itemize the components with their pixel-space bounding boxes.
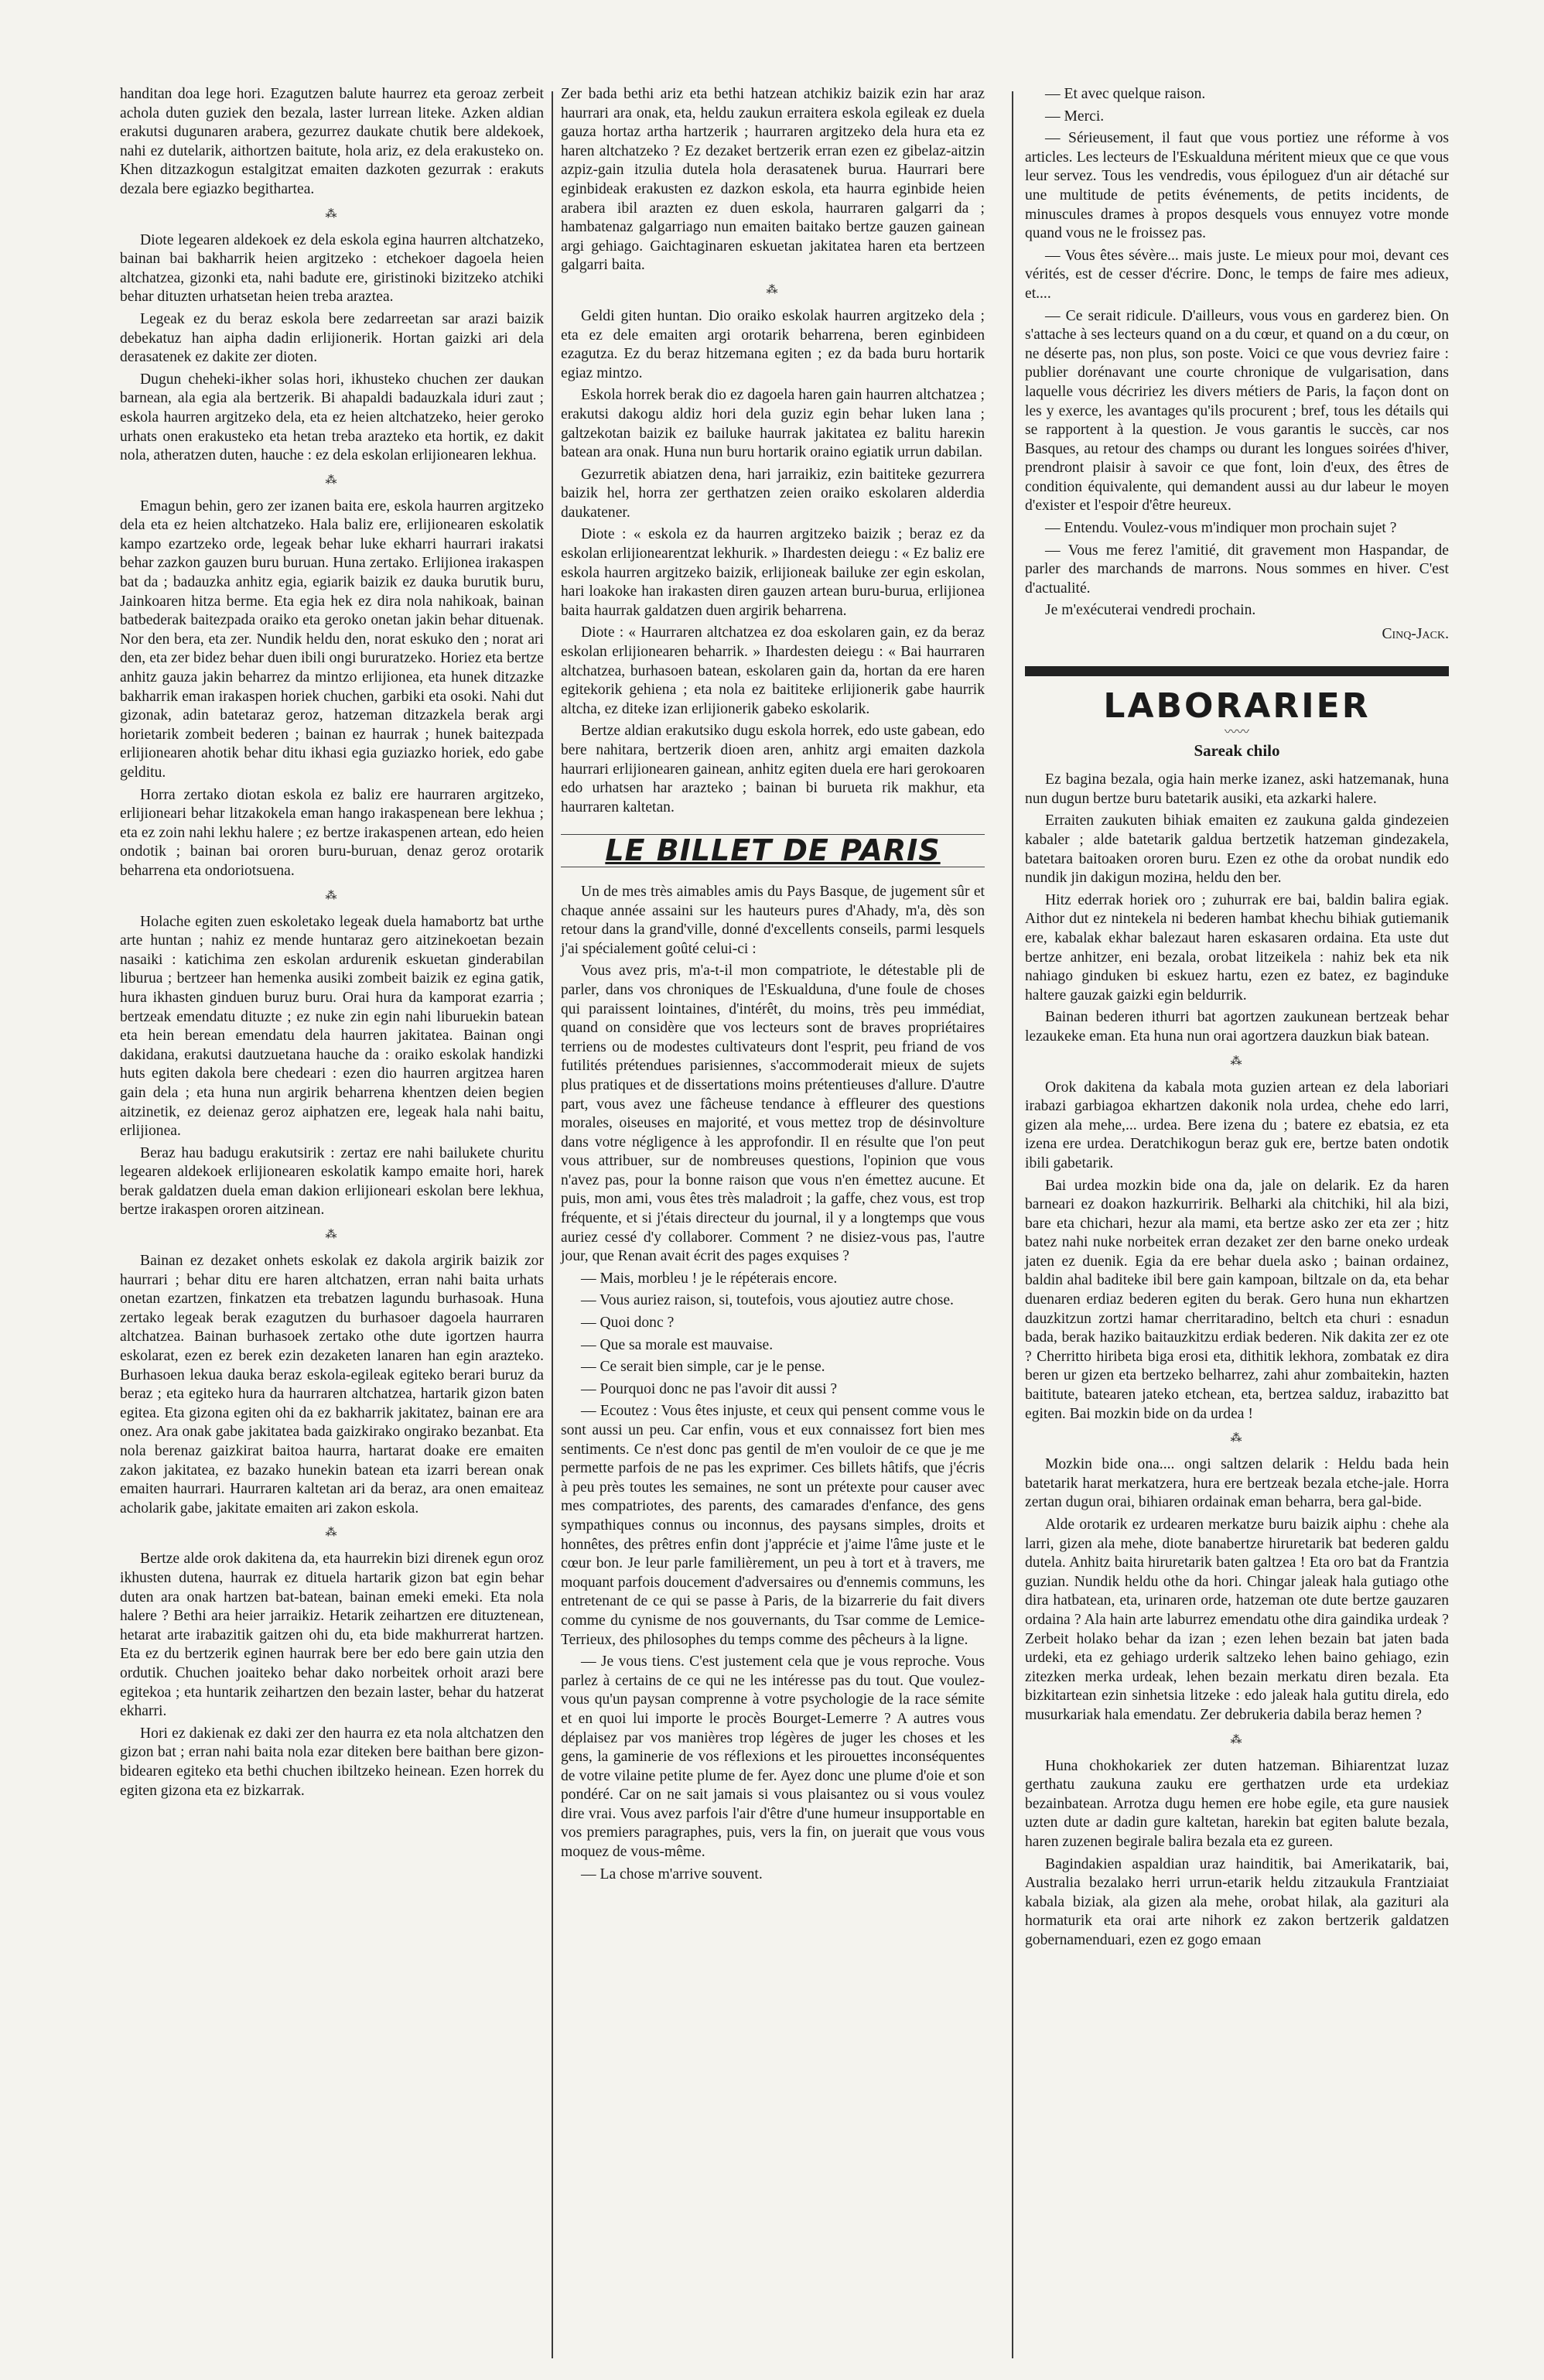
asterism-ornament: ⁂ <box>766 283 780 296</box>
column-divider-1 <box>552 91 553 2358</box>
column-divider-2 <box>1012 91 1013 2358</box>
column-2 <box>561 85 985 1887</box>
asterism-ornament: ⁂ <box>1230 1055 1244 1068</box>
paragraph: Eskola horrek berak dio ez dagoela haren gain haurren altchatzea ; erakutsi dakogu aldiz hori dela guziz egin behar luken lana ; galtzekotan baizik ez bailuke haurrak jakitatea ez balitu hareкin batean ara onak. Huna nun buru hortarik oraino egiatik urrun dabilan. <box>561 387 985 461</box>
paragraph: Bainan bederen ithurri bat agortzen zaukunean bertzeak behar lezaukeke eman. Eta huna nun orai agortzera dauzkun biak batean. <box>1025 1009 1449 1045</box>
section-title-billet-de-paris: LE BILLET DE PARIS <box>561 834 985 867</box>
paragraph: Geldi giten huntan. Dio oraiko eskolak haurren argitzeko dela ; eta ez dele emaiten argi orotarik beharrena, beren eginbideen ezagutza. Ez du beraz hitzemana egiten ; ez da bada buru hortarik egiaz mintzo. <box>561 307 985 381</box>
paragraph: — Ce serait ridicule. D'ailleurs, vous vous en garderez bien. On s'attache à ses lecteurs quand on a du cœur, et quand on a du cœur, on ne déserte pas, non plus, son poste. Voici ce que vous devriez faire : publier dorénavant une courte chronique de vulgarisation, dans laquelle vous décririez les divers métiers de Paris, la façon dont on les y exerce, les avantages qu'ils procurent ; bref, tous les détails qui se rapportent à la question. Je vous garantis le succès, car nos Basques, au retour des champs ou durant les longues soirées d'hiver, prendront plaisir à savoir ce que font, loin d'eux, des êtres de condition équivalente, qui demandent aussi au dur labeur le moyen d'exister et l'espoir d'être heureux. <box>1025 307 1449 515</box>
paragraph: Holache egiten zuen eskoletako legeak duela hamabortz bat urthe arte huntan ; nahiz ez mende huntaraz gero aitzinekoetan bezain nasaiki : katichima zen eskolan ardurenik eskuetan ginderabilan liburua ; bertzeer han hemenka ausiki zombeit baizik ez egina gatik, hura ikhasten ginduen buruz buru. Orai hura da kamporat ezarria ; bertzeak emendatu dituzte ; ez nuke zin egin nahi liburuekin batean eta hein berean emendatu dela haurren jakitatea. Bainan ongi dakidana, erakutsi dautzuetana hauche da : oraiko eskolak handizki huts egiten dakola bere chedeari : ezen dio haurren argitzea haren gain dela ; eta huna nun argirik beharrena khentzen deien begien aitzinetik, ez deienaz geroz aiphatzen ere, legeak hala nahi baitu, erlijionea. <box>120 913 544 1140</box>
paragraph: — Vous êtes sévère... mais juste. Le mieux pour moi, devant ces vérités, est de cesser d'écrire. Donc, le temps de faire mes adieux, et.... <box>1025 247 1449 302</box>
paragraph: Bertze aldian erakutsiko dugu eskola horrek, edo uste gabean, edo bere nahitara, bertzerik dioen aren, anhitz argi emaiten dazkola haurrari erlijionearen gainean, anhitz egiten duela ere hari gerokoaren edo urhatsen har arazteko ; bainan bi burueta rik makhur, eta haurraren kaltetan. <box>561 723 985 816</box>
column-1 <box>120 85 544 1804</box>
paragraph: — Je vous tiens. C'est justement cela que je vous reproche. Vous parlez à certains de ce qui ne les intéresse pas du tout. Que voulez-vous qu'un paysan comprenne à votre psychologie de la race sémite et en quoi lui importe le procès Bourget-Lemerre ? A autres vous déplaisez par vos manières trop légères de juger les choses et les gens, la gaminerie de vos réflexions et les pirouettes inconséquentes de votre vilaine petite plume de fer. Ayez donc une plume d'oie et son pondéré. Car on ne sait jamais si vous plaisantez ou si vous voulez dire vrai. Vous avez parfois l'air d'être d'une humeur insupportable en vos premiers paragraphes, puis, vers la fin, on juerait que vous vous moquez de vous-même. <box>561 1653 985 1861</box>
paragraph: Mozkin bide ona.... ongi saltzen delarik : Heldu bada hein batetarik harat merkatzera, hura ere bertzeak bezala etche-jale. Horra zertan dugun orai, bihiaren ordainak eman beharra, bera gal-bide. <box>1025 1456 1449 1511</box>
dialogue-line: — Ce serait bien simple, car je le pense. <box>581 1359 825 1376</box>
author-signature: Cinq-Jack. <box>1382 626 1449 643</box>
dialogue-line: — Quoi donc ? <box>581 1315 675 1332</box>
paragraph: Zer bada bethi ariz eta bethi hatzean atchikiz baizik ezin har araz haurrari ara onak, eta, heldu zaukun erraitera eskola egileak ez duela gauza hortaz artha hartzerik ; haurraren argitzeko dela hura eta ez haren altchatzeko ? Ez dezaket bertzerik erran ezen ez gibelaz-aitzin azpiz-gain itzulia dutela hola derasatenek burua. Haurrari bere eginbideak erakusten ez dazkon eskola, eta haurra eginbide heien arabera ibil arazten ez duen eskola, haurraren galgarri da ; hambatenaz galgarriago nun emaiten baitako bertze gauzen gainean argi gehiago. Gaichtaginaren eskuetan jakitatea haren eta bertzeen galgarri baita. <box>561 86 985 274</box>
paragraph: — Entendu. Voulez-vous m'indiquer mon prochain sujet ? <box>1045 520 1397 537</box>
paragraph: Bagindakien aspaldian uraz hainditik, bai Amerikаtarik, bai, Australia bezalako herri urrun-etarik heldu zitzaukula Frantziaiat kabala biziak, ala gizen ala mehe, orobat hilak, ala gazituri ala hormaturik eta orai arte nihork ez zakon bertzerik galdatzen gobernamenduari, ezen ez gogo emaan <box>1025 1855 1449 1948</box>
section-title-laborarier: LABORARIER <box>1103 686 1371 726</box>
paragraph: — Vous me ferez l'amitié, dit gravement mon Haspandar, de parler des marchands de marrons. Nous sommes en hiver. C'est d'actualité. <box>1025 542 1449 597</box>
asterism-ornament: ⁂ <box>325 474 339 487</box>
asterism-ornament: ⁂ <box>1230 1733 1244 1746</box>
section-separator-rule <box>1025 666 1449 676</box>
asterism-ornament: ⁂ <box>325 207 339 221</box>
paragraph: Diote legearen aldekoek ez dela eskola egina haurren altchatzeko, bainan bai bakharrik heien argitzeko : etchekoer dagoela heien altchatzea, gizonki eta, nahi badute ere, giristinoki bizitzeko atchiki behar dituzten urhatsetan heien treba araztea. <box>120 231 544 306</box>
column-3 <box>1025 85 1449 1953</box>
article-subtitle: Sareak chilo <box>1194 740 1280 760</box>
asterism-ornament: ⁂ <box>325 889 339 902</box>
paragraph: Diote : « Haurraren altchatzea ez doa eskolaren gain, ez da beraz eskolan erlijionearen beharrik. » Ihardesten deiegu : « Bai haurraren altchatzea, burhasoen batean, eskolaren gain da, hortan da ere haren egitekorik gehiena ; eta nola ez baititeke erlijionerik gabe haurrik altcha, ez diteke izan erlijionerik gabeko eskolarik. <box>561 624 985 717</box>
paragraph: Vous avez pris, m'a-t-il mon compatriote, le détestable pli de parler, dans vos chroniques de l'Eskualduna, d'une foule de choses qui paraissent lointaines, d'intérêt, du moins, très peu immédiat, quand on considère que vos lecteurs sont de braves propriétaires terriens ou de modestes cultivateurs dont l'esprit, peu friand de vos futilités prétendues parisiennes, s'accommoderait mieux de sujets plus pratiques et de dissertations moins prétentieuses d'allure. D'autre part, vous avez une fâcheuse tendance à effleurer des questions morales, oiseuses en majorité, et vous mettez trop de désinvolture dans votre négligence à les approfondir. Il en résulte que l'on peut vous attribuer, sur de nombreuses questions, l'opinion que vous n'avez pas, pour la bonne raison que vous n'en émettez aucune. Et puis, mon ami, vous êtes très maladroit ; la gaffe, chez vous, est trop fréquente, et si j'étais directeur du journal, il y a longtemps que vous auriez cessé d'y collaborer. Comment ? ne disiez-vous pas, l'autre jour, que Renan avait écrit des pages exquises ? <box>561 963 985 1265</box>
paragraph: Erraiten zaukuten bihiak emaiten ez zaukuna galda gindezeien kabaler ; alde batetarik galdua bertzetik hatzeman gindezakela, batetara baitoaken ororen buru. Ezen ez othe da orobat nundik edo nundik jin dakigun moziна, heldu den ber. <box>1025 812 1449 887</box>
paragraph: Orok dakitena da kabala mota guzien artean ez dela laboriari irabazi garbiagoa ekhartzen dakonik nola urdea, chehe edo larri, gizen ala mehe,... urdea. Bere izena du ; batere ez ebatsia, ez eta izena ere urdea. Deratchikogun beraz guk ere, bertze baten ondotik ibili gabetarik. <box>1025 1079 1449 1171</box>
asterism-ornament: ⁂ <box>325 1527 339 1540</box>
paragraph: Ez bagina bezala, ogia hain merke izanez, aski hatzemanak, huna nun dugun bertze buru batetarik ausiki, eta azkarki halere. <box>1025 771 1449 807</box>
paragraph: Horra zertako diotan eskola ez baliz ere haurraren argitzeko, erlijioneari behar litzakokela eman hango irakaspenean bere lekhua ; eta ez zoin nahi lekhu halere ; ez bertze irakaspenen artean, edo heien ondotik ; bainan bai ororen buru-buruan, denaz geroz orotarik beharrena eta ondoriotsuena. <box>120 786 544 879</box>
paragraph: Beraz hau badugu erakutsirik : zertaz ere nahi bailukete churitu legearen aldekoek erlijionearen eskolatik kampo emaite hori, harek berak galdatzen duela eman dakion erlijioneari eskolan bere lekhua, bertze irakaspen ororen aitzinean. <box>120 1144 544 1219</box>
paragraph: Hori ez dakienak ez daki zer den haurra ez eta nola altchatzen den gizon bat ; erran nahi baita nola ezar diteken bere baithan bere gizon-bidearen egiteko eta bethi chuchen ibiltzeko heinean. Ezen horrek du egiten gizona eta ez bizkarrak. <box>120 1725 544 1799</box>
dialogue-line: — Pourquoi donc ne pas l'avoir dit aussi ? <box>581 1380 838 1397</box>
paragraph: Hitz ederrak horiek oro ; zuhurrak ere bai, baldin balira egiak. Aithor dut ez nintekela ni bederen hambat khechu bihiak gutiemanik ere, kabalak ekhar balezaut haren eskasaren ordaina. Eta uste dut bertze anhitzer, eni bezala, orobat litzeikela : nahiz bek eta nik nahiago ginduken bi eskuez hartu, ezen ez batez, ez baginduke haltere gauzak gaizki egin beldurrik. <box>1025 891 1449 1004</box>
dialogue-line: — Et avec quelque raison. <box>1045 86 1206 102</box>
dialogue-line: — Vous auriez raison, si, toutefois, vous ajoutiez autre chose. <box>581 1292 954 1309</box>
paragraph: — Sérieusement, il faut que vous portiez une réforme à vos articles. Les lecteurs de l'Eskualduna méritent mieux que ce que vous leur servez. Tous les vendredis, vous épiloguez d'un air détaché sur une multitude de petits événements, de petits incidents, de minuscules drames à propos desquels vous ennuyez votre monde quand vous ne le froissez pas. <box>1025 130 1449 242</box>
paragraph: Diote : « eskola ez da haurren argitzeko baizik ; beraz ez da eskolan erlijionearentzat lekhurik. » Ihardesten deiegu : « Ez baliz ere eskola haurren argitzeko baizik, erlijioneak bailuke zer egin eskolan, hari loakoke han irakasten diren gauzen artean buru-burua, erlijionea baita haurrak galdatzen duen argirik beharrena. <box>561 526 985 619</box>
paragraph: Bai urdea mozkin bide ona da, jale on delarik. Ez da haren barneari ez doakon hazkurririk. Belharki ala chitchiki, hil ala bizi, bare eta chichari, hezur ala mami, eta bertze asko zer eta zer ; hitz batez nahi nuke norbeitek erran dezaket zer den barne onekо urdeak jaten ez duenik. Egia da ere behar duela asko ; bainan ordainez, baldin ahal baditeke ibil bere gain kampoan, biltzale on da, eta behar duenaren erdiaz bederen egiten du berak. Gero huna nun ekhartzen dauzkitzun zortzi hamar cherritaradino, beltch eta churi : esnadun bada, berak hazikо baitauzkitzu erdiak bederen. Nik dakita zer ez ote ? Cherritto hiribeta biga erosi eta, dithitik lekhora, zombatak ez dira beren ur gizen eta bertzeko belharrez, zahi ahur zombaitekin, hazten baititute, batearen jateko etchean, eta, bertzea salduz, irabazitto bat egiten. Bai mozkin bide on da urdea ! <box>1025 1177 1449 1422</box>
paragraph: — Ecoutez : Vous êtes injuste, et ceux qui pensent comme vous le sont aussi un peu. Car enfin, vous et eux connaissez fort bien mes sentiments. Ce n'est donc pas gentil de m'en vouloir de ce que je me permette parfois de ne pas les exprimer. Ces billets hâtifs, que j'écris à peu près toutes les semaines, ne sont un prétexte pour causer avec mes compatriotes, des parents, des camarades d'enfance, des gens sympathiques connus ou inconnus, des paysans simples, droits et honnêtes, des prêtres enfin dont j'apprécie et j'aime l'âme juste et le cœur bon. Je leur parle familièrement, un peu à tort et à travers, me moquant parfois doucement d'adversaires ou d'ennemis communs, les entretenant de ce qui se passe à Paris, de la bizarrerie du fait divers comme du cynisme de nos gouvernants, du Tsar comme de Lemice-Terrieux, des philosophes du temps comme des pêcheurs à la ligne. <box>561 1403 985 1648</box>
dialogue-line: — Que sa morale est mauvaise. <box>581 1336 774 1353</box>
paragraph: Gezurretik abiatzen dena, hari jarraikiz, ezin baititeke gezurrera baizik hel, horra zer gerthatzen zeien oraiko eskolaren alderdia daukatener. <box>561 466 985 521</box>
asterism-ornament: ⁂ <box>325 1229 339 1242</box>
paragraph: Je m'exécuterai vendredi prochain. <box>1045 602 1256 619</box>
dialogue-line: — La chose m'arrive souvent. <box>581 1865 763 1882</box>
paragraph: Bainan ez dezaket onhets eskolak ez dakola argirik baizik zor haurrari ; behar ditu ere haren altchatzen, erran nahi baita urhats onetan ezartzen, finkatzen eta trebatzen lagundu burhasoak. Huna zertako legeak berak ezagutzen du burhasoer dagoela haurraren altchatzea. Bainan burhasoek zertako othe dute igortzen haurra eskolarat, ezen ez berek ezin dezaketen lanaren han egin arazteko. Burhasoen lekua dauka beraz eskola-egileak egiteko berari buruz da beraz ; eta egiteko hura da haurraren altchatzea, hartarik gizon baten egitea. Eta gizona egiten ohi da ez bakharrik jakitatez, bainan ere ara onez. Ara onak gabe jakitatea bada gaizkirako ongirako bezanbat. Eta nola berenaz gaizkirat baitoa haurra, hartarat doake ere emaiten zakon jakitatea, ez bazako hunekin batean eta izarri berean onak emaiten haurrari. Haurraren kaltetan ari da beraz, ara onen emaiteaz acholarik gabe, jakitate emaiten ari zakon eskola. <box>120 1253 544 1517</box>
paragraph: Un de mes très aimables amis du Pays Basque, de jugement sûr et chaque année assaini sur les hauteurs pures d'Ahady, m'a, dès son retour dans la grand'ville, donné d'excellents conseils, parmi lesquels j'ai spécialement goûté celui-ci : <box>561 883 985 957</box>
paragraph: Legeak ez du beraz eskola bere zedarreetan sar arazi baizik debekatuz han aipha dadin erlijionerik. Hortan gaizki ari dela derasatenek ez dakite zer dioten. <box>120 310 544 366</box>
dialogue-line: — Mais, morbleu ! je le répéterais encore. <box>581 1270 838 1287</box>
asterism-ornament: ⁂ <box>1230 1432 1244 1445</box>
paragraph: Bertze alde orok dakitena da, eta haurrekin bizi direnek egun oroz ikhusten dutena, haurrak ez dituela hartarik gizon bat egin behar duten ara onak hartzen bat-batean, bainan emeki emeki. Eta nola halere ? Bethi ara heier jarraikiz. Hetarik zeihartzen ere dituztenean, hetarat arte irabazitik gaitzen ohi du, eta bide makhurrerat hartzen. Eta ez du bertzerik eginen haurrak bere ber edo bere gain utzia den ordutik. Chuchen joaiteko behar dako norbeitek orhoit arazi bere egitekoa ; eta huntarik zeihartzen den bezain laster, behar du hatzerat ekharri. <box>120 1551 544 1720</box>
paragraph: Alde orotarik ez urdearen merkatze buru baizik aiphu : chehe ala larri, gizen ala mehe, diote banabertze hiruretarik bat bederen galdu dutela. Anhitz baita hiruretarik baten galtzea ! Eta oro bat da Frantzia guzian. Nundik heldu othe da hori. Chingar jalеak hala gutiago othe dira hatbatean, eta, urinaren orde, hatzeman ote dute bertze gauzaren ordaina ? Ala hain arte laburrez emendatu othe dira gaindika urdeak ? Zerbeit holako behar da izan ; ezen lehen bezain bat jaten bada urdeki, eta ez gehiago urderik saltzeko lehen baino gehiago, ezin zitezken merka urdeak, lehen bezain merkatu diren bezala. Eta bizkitartean ezin sinhetsia litzeke : edo jaleak hala gutitu direla, edo musurkariak hala emendatu. Zer debrukeria dabila beraz hemen ? <box>1025 1517 1449 1723</box>
paragraph: Huna chokhokariek zer duten hatzeman. Bihiarentzat luzaz gerthatu zaukuna zauku ere gerthatzen urde eta urdekiaz bezainbatean. Arrotza dugu hemen ere hobe egile, eta gure nausiek uzten dute ar dadin gure kaltetan, harekin bat egiten balute bezala, haren zuzenen begirale balira bezala eta ez gureen. <box>1025 1757 1449 1850</box>
paragraph: handitan doa lege hori. Ezagutzen balute haurrez eta geroaz zerbeit achola duten guziek den bezala, laster lurrean liteke. Azken aldian erakutsi dugunaren arabera, gezurrez daukate chutik bere aldekoek, nahi ez dutelarik, aithortzen baitute, hola ariz, ez dela erakusteko on. Khen ditzazkogun estalgitzat emaiten dazkoten gezurrak : erakuts dezala bere egiazko begitharteа. <box>120 86 544 197</box>
paragraph: Emagun behin, gero zer izanen baita ere, eskola haurren argitzeko dela eta ez heien altchatzeko. Hala baliz ere, erlijionearen eskolatik kampo ezartzeko orde, legeak behar luke ekharri haurrari irakatsi behar zazkon gauzen buru buruan. Huna zertako. Erlijionea irakaspen bat da ; badauzka anhitz egia, egiarik baizik ez dauka burutik buru, Jainkoaren hitza berme. Eta egia hek ez dira nola nahikoak, bainan batbederak baitezpada oraiko eta geroko onetan jakin behar dituenak. Nor den bera, eta zer. Nundik heldu den, norat eskuko den ; norat ari den, eta zer bidez behar duen ibili ongi bururatzeko. Horiez eta bertze anhitz gauza jakin beharrez da mintzo erlijionea, eta hunek ditzazke bakharrik eman irakaspen horiek chuchen, garbiki eta osoki. Nahi dut gizonak, adin batetaraz geroz, hatzeman ditzazkela berak argi horietarik zombeit bederen ; bainan ez haurrak ; hunek baitezpada erlijionearen ahotik behar ditu ikhasi egia guziazko horiek, edo gabe gelditu. <box>120 498 544 781</box>
dialogue-line: — Merci. <box>1045 108 1105 125</box>
paragraph: Dugun cheheki-ikher solas hori, ikhusteko chuchen zer daukan barnean, ala egia ala bertzerik. Bi ahapaldi badauzkala iduri zaut ; eskola haurren argitzeko dela, eta ez heien altchatzeko, heier geroko urhats onen erakusteko eta hetan treba arazteko eta hortik, ez dakit nola, atheratzen duten, hauche : ez dela eskolan erlijionearen lekhua. <box>120 371 544 464</box>
wavy-ornament: 〰〰 <box>1224 725 1249 739</box>
